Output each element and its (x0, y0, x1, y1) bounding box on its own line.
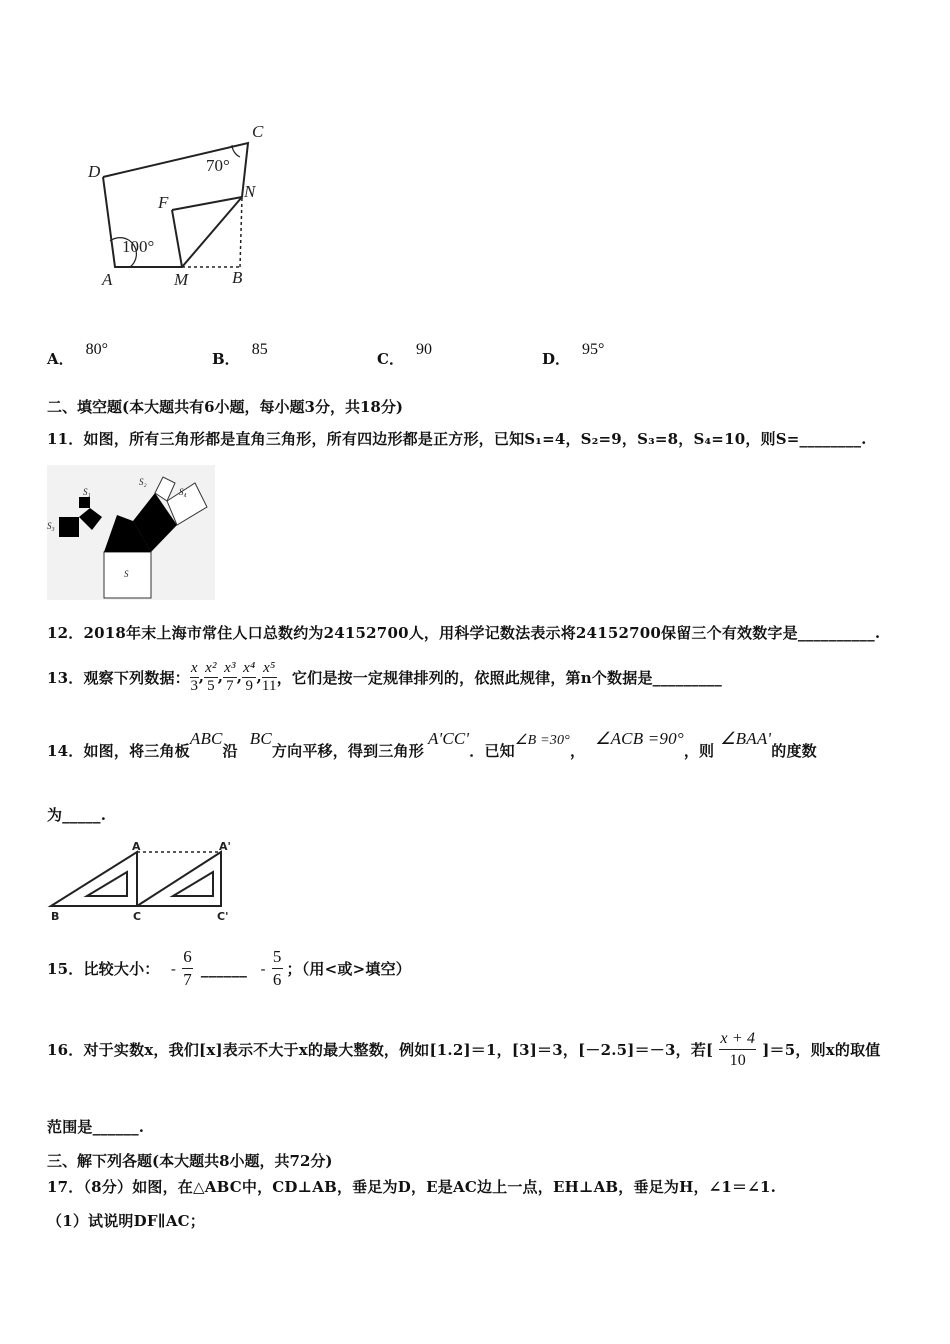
fig3-label-C: C (133, 910, 142, 923)
figure-squares (47, 465, 215, 600)
section3-heading: 三、解下列各题(本大题共8小题，共72分) (47, 1152, 333, 1170)
q13-frac-2: $\frac{\text{x²}}{5}$ (205, 660, 217, 694)
option-a: A．80° (47, 341, 109, 368)
fig3-label-C-prime: C' (217, 910, 229, 923)
fig3-label-A-prime: A' (219, 840, 231, 853)
fig2-label-S1: S₁ (83, 487, 91, 497)
fig1-label-F: F (158, 193, 169, 212)
q13-frac-3: $\frac{\text{x³}}{7}$ (224, 660, 236, 694)
section2-heading: 二、填空题(本大题共有6小题，每小题3分，共18分) (47, 398, 403, 416)
fig2-label-S3: S₃ (47, 521, 55, 531)
q13-text: 13．观察下列数据： $\frac{x}{3}$ , $\frac{\text{x²}}{5}$ , $\frac{\text{x³}}{7}$ , $\frac{\text{x⁴}}{9}$ , $\frac{\text{x⁵}}{11}$ ，它们是按一定规律排列的，依照此规律，第n个数据是_________ (47, 660, 722, 694)
q16-text: 16．对于实数x，我们[x]表示不大于x的最大整数，例如[1.2]＝1，[3]＝3，[－2.5]＝－3，若[ $\frac{x + 4}{10}$ ]＝5，则x的取值 (47, 1030, 881, 1069)
q13-frac-5: $\frac{\text{x⁵}}{11}$ (261, 660, 277, 694)
fig1-label-N: N (244, 182, 256, 201)
q14-text: 14．如图，将三角板ABC沿BC方向平移，得到三角形A'CC'．已知∠B =30°，∠ACB =90°，则∠BAA'的度数 (47, 729, 817, 760)
fig1-label-M: M (174, 270, 189, 289)
fig3-label-A: A (132, 840, 141, 853)
option-d: D．95° (542, 341, 605, 368)
figure-quadrilateral (80, 115, 280, 295)
q13-frac-4: $\frac{\text{x⁴}}{9}$ (243, 660, 256, 694)
q16-text-line2: 范围是______. (47, 1118, 145, 1136)
q17-part1: （1）试说明DF∥AC； (47, 1212, 206, 1230)
figure-triangles (47, 838, 247, 928)
q13-frac-1: $\frac{x}{3}$ (190, 660, 199, 694)
fig1-label-B: B (232, 268, 243, 287)
option-c: C．90 (377, 341, 432, 368)
q15-text: 15．比较大小： - $\frac{6}{7}$ ______ - $\frac{5}{6}$ ；（用<或>填空） (47, 947, 411, 989)
fig2-label-S2: S₂ (139, 477, 147, 487)
q14-text-line2: 为_____. (47, 806, 107, 824)
fig1-label-A: A (102, 270, 113, 289)
option-b: B．85 (212, 341, 268, 368)
fig1-angle-100: 100° (122, 237, 155, 256)
q12-text: 12．2018年末上海市常住人口总数约为24152700人，用科学记数法表示将24152700保留三个有效数字是__________. (47, 624, 881, 642)
fig1-angle-70: 70° (206, 156, 230, 175)
fig1-label-D: D (88, 162, 101, 181)
q11-text: 11．如图，所有三角形都是直角三角形，所有四边形都是正方形，已知S₁=4，S₂=9，S₃=8，S₄=10，则S=________. (47, 430, 867, 448)
fig2-label-S: S (124, 569, 129, 579)
fig1-label-C: C (252, 122, 264, 141)
fig2-label-S4: S₄ (179, 487, 187, 497)
fig3-label-B: B (51, 910, 60, 923)
q17-text: 17．（8分）如图，在△ABC中，CD⊥AB，垂足为D，E是AC边上一点，EH⊥AB，垂足为H，∠1＝∠1. (47, 1178, 777, 1196)
